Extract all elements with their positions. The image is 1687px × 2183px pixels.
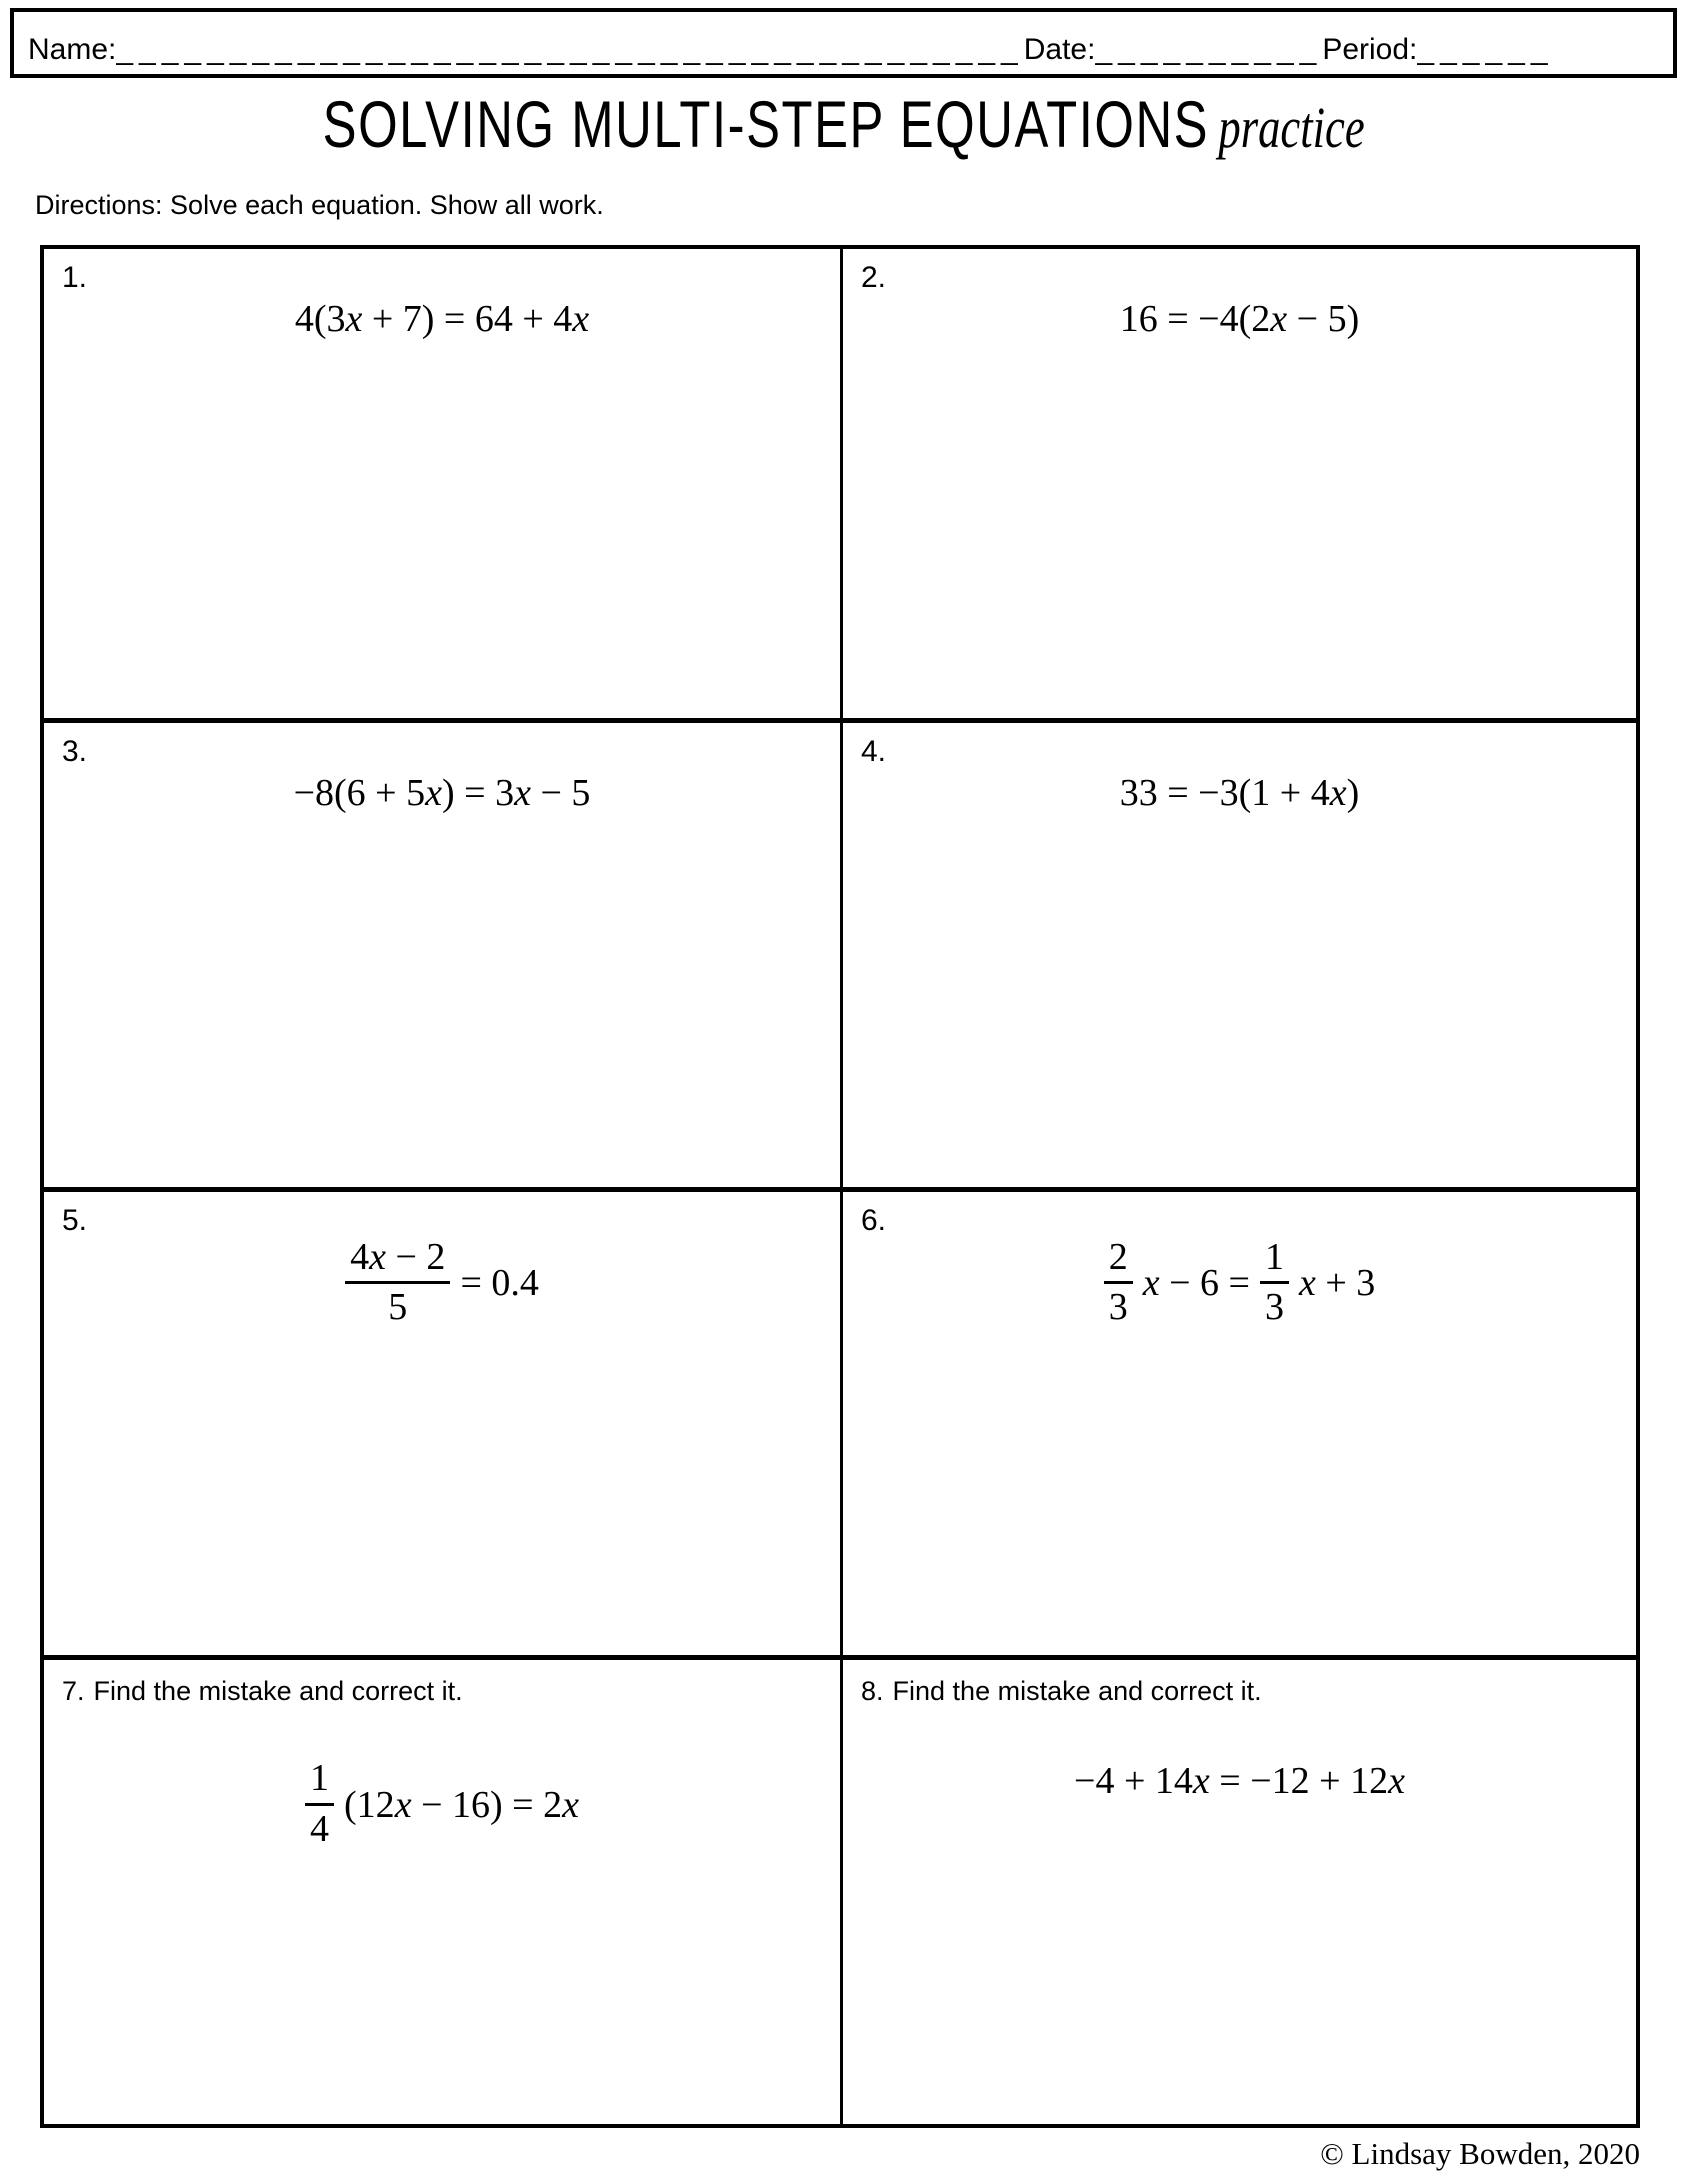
copyright-text: © Lindsay Bowden, 2020 [1320, 2136, 1640, 2171]
fraction-numerator: 2 [1104, 1238, 1133, 1285]
header-box [10, 8, 1677, 78]
problem-number: 5. [62, 1203, 88, 1237]
problem-cell-7 [44, 1655, 840, 2124]
problem-number: 4. [861, 734, 887, 768]
problem-cell-2 [840, 249, 1636, 718]
equation-text: 16 = −4(2x − 5) [1119, 298, 1360, 340]
equation-5 [345, 1235, 539, 1329]
directions-text: Directions: Solve each equation. Show all work. [35, 190, 604, 220]
equation-3 [294, 771, 591, 815]
equation-text: 4(3x + 7) = 64 + 4x [294, 298, 590, 340]
fraction [345, 1235, 450, 1329]
equation-rhs: x + 3 [1298, 1261, 1376, 1304]
problem-number: 6. [861, 1203, 887, 1237]
problem-cell-3 [44, 718, 840, 1187]
task-label-text: Find the mistake and correct it. [892, 1676, 1262, 1707]
date-blank-line: __________ [1095, 33, 1323, 66]
fraction-numerator: 1 [1260, 1238, 1289, 1285]
problem-cell-4 [840, 718, 1636, 1187]
task-label [861, 1676, 1262, 1707]
equation-7 [305, 1759, 579, 1850]
title-script: practice [1218, 95, 1365, 160]
task-label [62, 1676, 463, 1707]
fraction-denominator: 3 [1264, 1286, 1284, 1329]
fraction [305, 1759, 334, 1850]
equation-8 [1074, 1759, 1405, 1803]
equation-rhs: = 0.4 [460, 1261, 539, 1304]
problems-table [40, 245, 1640, 2128]
problem-number: 1. [62, 261, 88, 294]
task-label-text: Find the mistake and correct it. [93, 1676, 463, 1707]
period-blank-line: ______ [1417, 33, 1554, 66]
problem-cell-6 [840, 1187, 1636, 1656]
equation-4 [1120, 771, 1359, 815]
equation-rhs: (12x − 16) = 2x [344, 1783, 579, 1826]
name-blank-line: ________________________________________ [116, 33, 1024, 66]
problem-number: 7. [62, 1676, 85, 1707]
problem-cell-1 [44, 249, 840, 718]
problem-number: 2. [861, 261, 887, 294]
equation-middle: x − 6 = [1142, 1261, 1250, 1304]
fraction-numerator: 4x − 2 [345, 1238, 450, 1285]
date-label: Date: [1023, 33, 1096, 66]
title-main: SOLVING MULTI-STEP EQUATIONS [322, 87, 1209, 161]
fraction-denominator: 4 [310, 1808, 330, 1851]
problem-number: 8. [861, 1676, 884, 1707]
name-label: Name: [28, 33, 117, 66]
fraction-numerator: 1 [305, 1759, 334, 1806]
fraction [1260, 1235, 1289, 1329]
equation-text: −4 + 14x = −12 + 12x [1074, 1760, 1405, 1803]
problem-number: 3. [62, 734, 88, 768]
fraction-denominator: 3 [1108, 1286, 1128, 1329]
fraction-denominator: 5 [388, 1286, 408, 1329]
page-title [0, 86, 1687, 162]
equation-6 [1104, 1235, 1376, 1329]
equation-2 [1120, 297, 1359, 341]
period-label: Period: [1322, 33, 1418, 66]
equation-text: −8(6 + 5x) = 3x − 5 [293, 771, 591, 814]
problem-cell-8 [840, 1655, 1636, 2124]
equation-text: 33 = −3(1 + 4x) [1119, 771, 1360, 814]
fraction [1104, 1235, 1133, 1329]
equation-1 [295, 297, 589, 341]
problem-cell-5 [44, 1187, 840, 1656]
